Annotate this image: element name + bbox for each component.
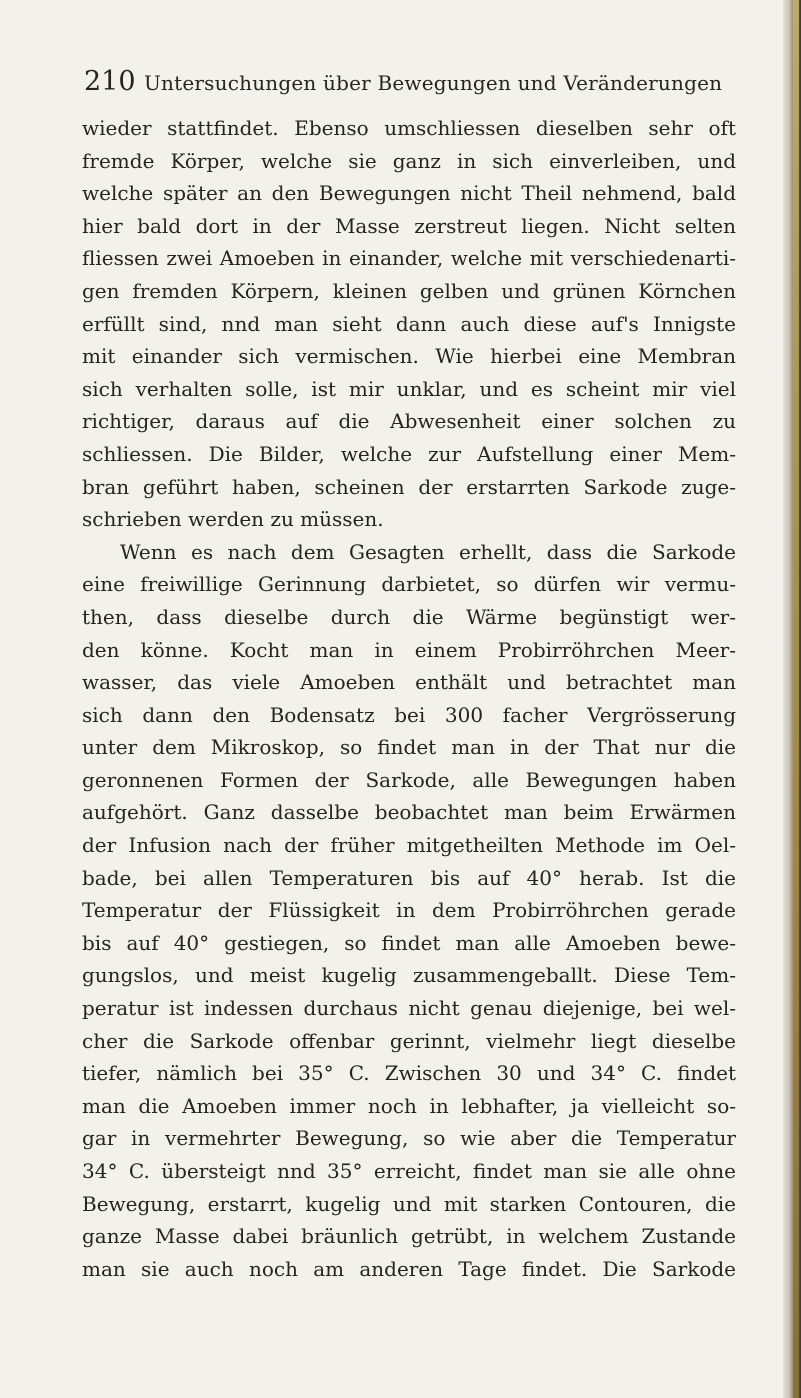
text-line: fliessen zwei Amoeben in einander, welche mit verschiedenarti- (82, 246, 736, 271)
text-line: richtiger, daraus auf die Abwesenheit einer solchen zu (82, 409, 736, 434)
text-line: unter dem Mikroskop, so findet man in der That nur die (82, 735, 736, 760)
text-line: bran geführt haben, scheinen der erstarrten Sarkode zuge- (82, 474, 736, 499)
text-line: geronnenen Formen der Sarkode, alle Bewegungen haben (82, 767, 736, 792)
text-line: man die Amoeben immer noch in lebhafter, ja vielleicht so- (82, 1093, 736, 1118)
text-line: hier bald dort in der Masse zerstreut liegen. Nicht selten (82, 213, 736, 238)
text-line: then, dass dieselbe durch die Wärme begünstigt wer- (82, 604, 736, 629)
text-line: erfüllt sind, nnd man sieht dann auch diese auf's Innigste (82, 311, 736, 336)
page-number: 210 (84, 66, 136, 97)
text-line: 34° C. übersteigt nnd 35° erreicht, findet man sie alle ohne (82, 1159, 736, 1183)
running-head (84, 66, 723, 102)
text-line: fremde Körper, welche sie ganz in sich einverleiben, und (82, 148, 736, 173)
text-line: wieder stattfindet. Ebenso umschliessen dieselben sehr oft (82, 116, 736, 140)
body-text (82, 112, 736, 1285)
text-line: welche später an den Bewegungen nicht Theil nehmend, bald (82, 181, 736, 206)
text-line: ganze Masse dabei bräunlich getrübt, in welchem Zustande (82, 1224, 736, 1249)
text-line: gungslos, und meist kugelig zusammengeballt. Diese Tem- (82, 963, 736, 988)
text-line: sich verhalten solle, ist mir unklar, und es scheint mir viel (82, 376, 736, 401)
text-line: wasser, das viele Amoeben enthält und betrachtet man (82, 670, 736, 695)
text-line: den könne. Kocht man in einem Probirröhrchen Meer- (82, 637, 736, 662)
text-line: Bewegung, erstarrt, kugelig und mit starken Contouren, die (82, 1191, 736, 1216)
text-line: bade, bei allen Temperaturen bis auf 40° herab. Ist die (82, 865, 736, 890)
text-line: man sie auch noch am anderen Tage findet. Die Sarkode (82, 1256, 736, 1281)
text-line: der Infusion nach der früher mitgetheilten Methode im Oel- (82, 833, 736, 858)
text-line: Temperatur der Flüssigkeit in dem Probirröhrchen gerade (82, 898, 736, 923)
text-line: aufgehört. Ganz dasselbe beobachtet man beim Erwärmen (82, 800, 736, 825)
text-line: bis auf 40° gestiegen, so findet man alle Amoeben bewe- (82, 930, 736, 955)
text-line: gar in vermehrter Bewegung, so wie aber die Temperatur (82, 1126, 736, 1151)
text-line: tiefer, nämlich bei 35° C. Zwischen 30 und 34° C. findet (82, 1061, 736, 1086)
text-line: sich dann den Bodensatz bei 300 facher Vergrösserung (82, 702, 736, 727)
text-line: schliessen. Die Bilder, welche zur Aufstellung einer Mem- (82, 441, 736, 466)
running-head-title: Untersuchungen über Bewegungen und Veränderungen (144, 71, 723, 95)
text-line: gen fremden Körpern, kleinen gelben und grünen Körnchen (82, 278, 736, 303)
text-line: mit einander sich vermischen. Wie hierbei eine Membran (82, 344, 736, 369)
text-line: cher die Sarkode offenbar gerinnt, vielmehr liegt dieselbe (82, 1028, 736, 1053)
text-line: schrieben werden zu müssen. (82, 507, 384, 532)
paragraph-first-line: Wenn es nach dem Gesagten erhellt, dass die Sarkode (120, 539, 736, 564)
text-line: peratur ist indessen durchaus nicht genau diejenige, bei wel- (82, 996, 736, 1021)
text-line: eine freiwillige Gerinnung darbietet, so dürfen wir vermu- (82, 572, 736, 597)
gilt-edge (793, 0, 799, 1398)
